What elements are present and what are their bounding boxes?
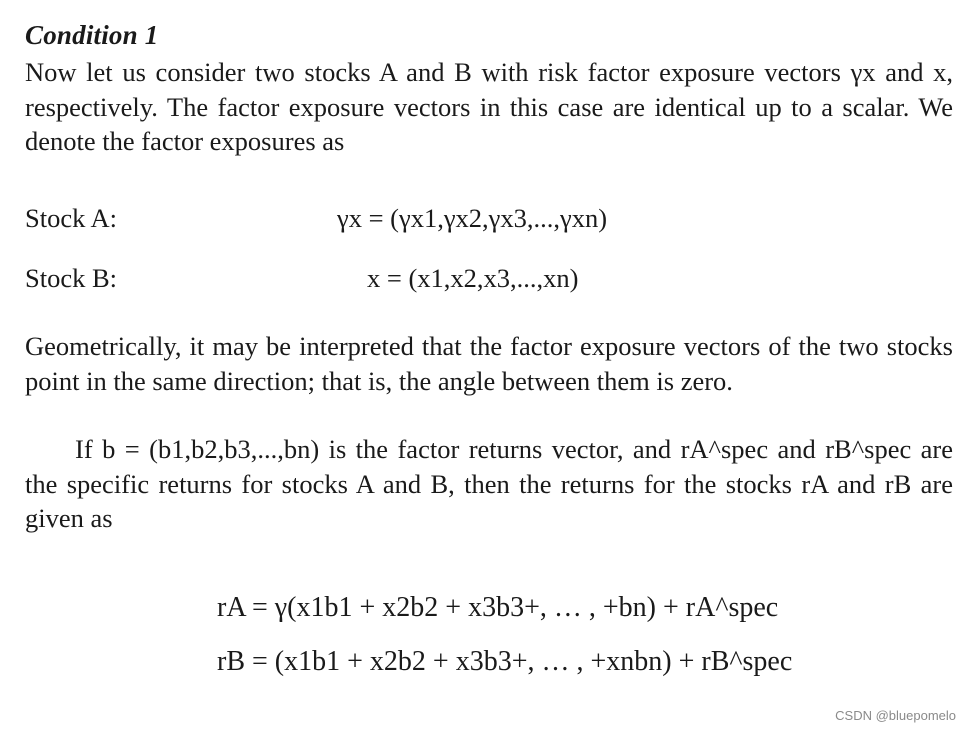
equation-return-b: rB = (x1b1 + x2b2 + x3b3+, … , +xnbn) + rB^spec [217, 646, 793, 677]
equation-return-a: rA = γ(x1b1 + x2b2 + x3b3+, … , +bn) + rA^spec [217, 592, 779, 623]
watermark: CSDN @bluepomelo [835, 708, 956, 723]
paragraph-returns [25, 432, 953, 536]
paragraph-geometric [25, 329, 953, 398]
paragraph-returns-text: If b = (b1,b2,b3,...,bn) is the factor returns vector, and rA^spec and rB^spec are the specific returns for stocks A and B, then the returns for the stocks rA and rB are given as [25, 434, 953, 533]
paragraph-intro-text: Now let us consider two stocks A and B with risk factor exposure vectors γx and x, respectively. The factor exposure vectors in this case are identical up to a scalar. We denote the factor exposures as [25, 57, 953, 156]
stock-a-label: Stock A: [25, 203, 118, 233]
stock-b-equation: x = (x1,x2,x3,...,xn) [367, 263, 579, 293]
paragraph-intro [25, 55, 953, 159]
section-heading: Condition 1 [25, 20, 159, 50]
stock-b-label: Stock B: [25, 263, 118, 293]
stock-a-equation: γx = (γx1,γx2,γx3,...,γxn) [337, 203, 608, 233]
paragraph-geometric-text: Geometrically, it may be interpreted that the factor exposure vectors of the two stocks point in the same direction; that is, the angle between them is zero. [25, 331, 953, 396]
